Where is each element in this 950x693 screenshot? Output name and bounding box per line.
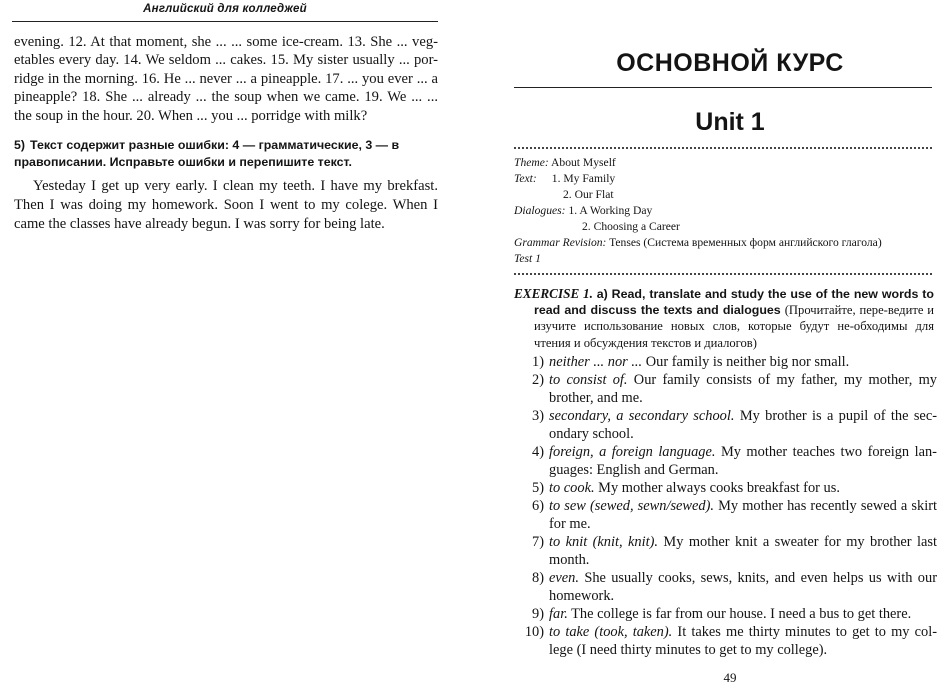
contents-dialogues: Dialogues: 1. A Working Day [514,204,653,217]
vocabulary-item: 7) to knit (knit, knit). My mother knit a sweater for my brother last month. [532,534,937,568]
vocabulary-item: 10) to take (took, taken). It takes me thirty minutes to get to my col-lege (I need thirty minutes to get to my college). [524,624,937,658]
exercise-task-translation: (Прочитайте, пере-ведите и изучите использование новых слов, которые будут не-обходимы для чтения и обсуждения текстов и диалогов) [534,303,935,350]
contents-test: Test 1 [514,252,541,265]
task-number: 5) [14,138,26,152]
vocabulary-item: 8) even. She usually cooks, sews, knits, and even helps us with our homework. [532,570,937,604]
course-title: ОСНОВНОЙ КУРС [616,49,844,77]
contents-grammar: Grammar Revision: Tenses (Система временных форм английского глагола) [514,236,882,249]
contents-text-2: 2. Our Flat [563,188,614,201]
left-page [0,0,460,693]
contents-theme: Theme: About Myself [514,156,616,169]
exercise-label: EXERCISE 1. [514,286,593,301]
task-instruction-text: Текст содержит разные ошибки: 4 — грамматические, 3 — в правописании. Исправьте ошибки и перепишите текст. [14,138,400,169]
contents-text: Text: 1. My Family [514,172,616,185]
page-number: 49 [723,670,737,685]
task-5-instruction [14,137,438,170]
header-rule [12,21,438,22]
vocabulary-item: 9) far. The college is far from our house. I need a bus to get there. [532,606,912,622]
continued-paragraph: evening. 12. At that moment, she ... ... some ice-cream. 13. She ... veg-etables every day. 14. We seldom ... cakes. 15. My sister usually ... por-ridge in the morning. 16. He ... never ... a pineapple. 17. ... you ever ... a pineapple? 18. She ... already ... the soup when we came. 19. We ... ... the soup in the hour. 20. When ... you ... porridge with milk? [14,34,438,124]
unit-title: Unit 1 [695,108,765,136]
vocabulary-item: 1) neither ... nor ... Our family is neither big nor small. [532,354,850,370]
continued-exercise-text [14,33,438,125]
unit-contents [514,155,934,267]
exercise-1-heading [514,286,934,351]
contents-dialogues-2: 2. Choosing a Career [582,220,680,233]
running-head: Английский для колледжей [143,3,307,15]
task-5-text: Yesteday I get up very early. I clean my teeth. I have my brekfast. Then I was doing my homework. Soon I went to my colege. When I came the classes have already begun. I was sorry for being late. [14,178,438,232]
vocabulary-list [514,353,937,659]
vocabulary-item: 4) foreign, a foreign language. My mother teaches two foreign lan-guages: English and German. [532,444,937,478]
vocabulary-item: 5) to cook. My mother always cooks breakfast for us. [532,480,840,496]
vocabulary-item: 2) to consist of. Our family consists of my father, my mother, my brother, and me. [532,372,938,406]
vocabulary-item: 3) secondary, a secondary school. My brother is a pupil of the sec-ondary school. [532,408,937,442]
exercise-task: a) Read, translate and study the use of the new words to read and discuss the texts and dialogues [534,287,935,318]
right-page [490,0,950,693]
title-rule [514,87,932,88]
dotted-divider-top [514,147,932,149]
dotted-divider-bottom [514,273,932,275]
vocabulary-item: 6) to sew (sewed, sewn/sewed). My mother has recently sewed a skirt for me. [532,498,938,532]
